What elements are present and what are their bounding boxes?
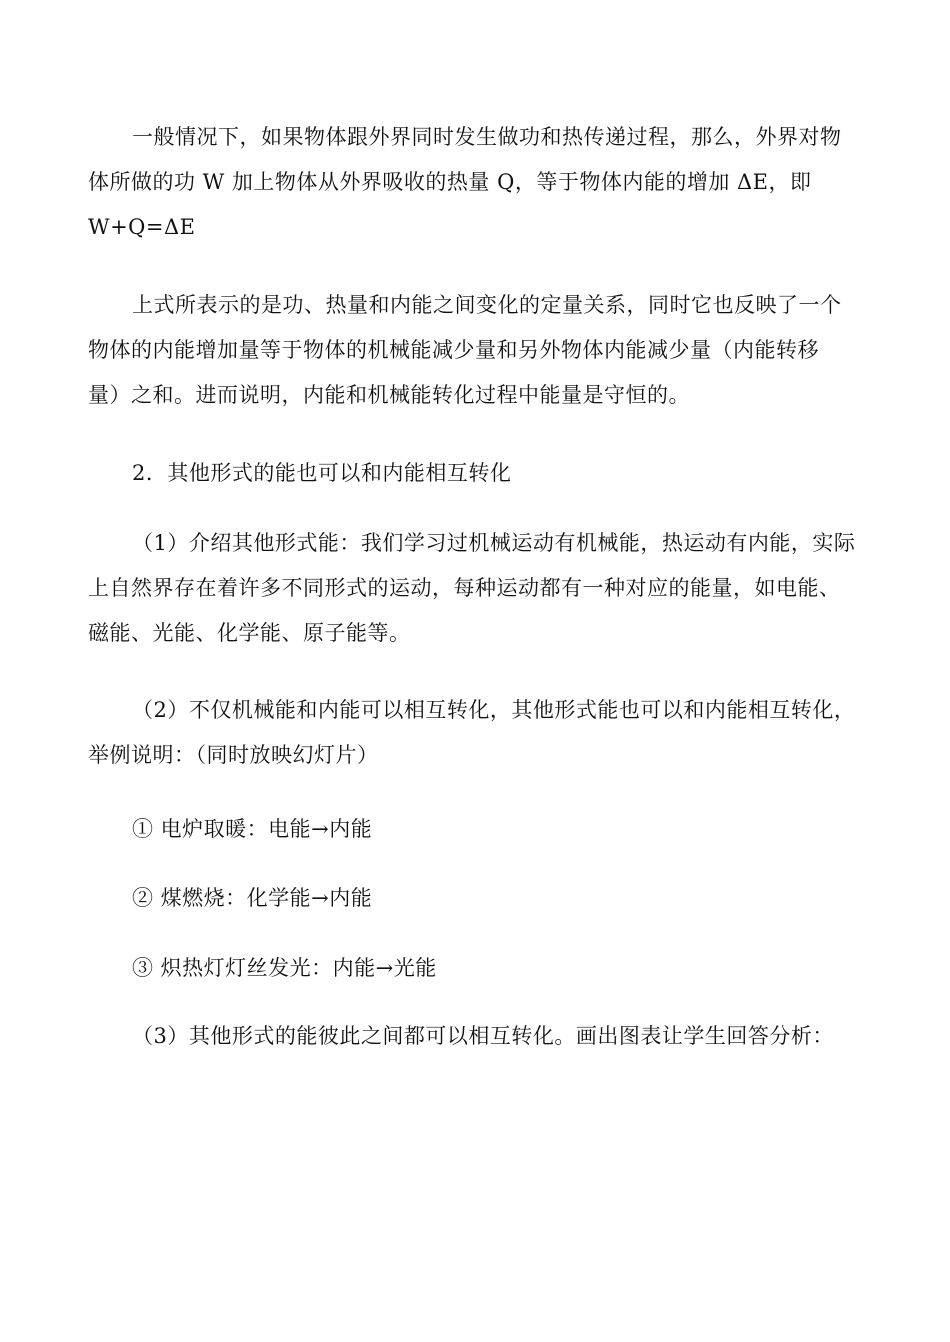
text-line: （3）其他形式的能彼此之间都可以相互转化。画出图表让学生回答分析： <box>132 1024 834 1048</box>
section-heading <box>88 451 864 496</box>
text-line: 举例说明：（同时放映幻灯片） <box>88 743 379 767</box>
paragraph-item-1 <box>88 521 864 656</box>
text-line: 体所做的功 W 加上物体从外界吸收的热量 Q，等于物体内能的增加 ΔE，即 <box>88 170 812 194</box>
text-line: 2．其他形式的能也可以和内能相互转化 <box>132 461 512 485</box>
paragraph-item-3 <box>88 1014 864 1059</box>
text-line: 上自然界存在着许多不同形式的运动，每种运动都有一种对应的能量，如电能、 <box>88 576 841 600</box>
paragraph-energy-equation-intro <box>88 115 864 250</box>
text-line: W+Q=ΔE <box>88 215 196 239</box>
example-item <box>88 946 864 991</box>
text-line: 物体的内能增加量等于物体的机械能减少量和另外物体内能减少量（内能转移 <box>88 338 819 362</box>
text-line: ① 电炉取暖：电能→内能 <box>132 817 373 841</box>
paragraph-equation-meaning <box>88 283 864 418</box>
text-line: 上式所表示的是功、热量和内能之间变化的定量关系，同时它也反映了一个 <box>132 293 842 317</box>
text-line: ③ 炽热灯灯丝发光：内能→光能 <box>132 956 437 980</box>
text-line: ② 煤燃烧：化学能→内能 <box>132 886 373 910</box>
example-item <box>88 876 864 921</box>
text-line: （2）不仅机械能和内能可以相互转化，其他形式能也可以和内能相互转化， <box>132 698 856 722</box>
paragraph-item-2 <box>88 688 864 778</box>
text-line: （1）介绍其他形式能：我们学习过机械运动有机械能，热运动有内能，实际 <box>132 531 856 555</box>
text-line: 磁能、光能、化学能、原子能等。 <box>88 621 411 645</box>
text-line: 一般情况下，如果物体跟外界同时发生做功和热传递过程，那么，外界对物 <box>132 125 842 149</box>
example-item <box>88 807 864 852</box>
text-line: 量）之和。进而说明，内能和机械能转化过程中能量是守恒的。 <box>88 383 690 407</box>
